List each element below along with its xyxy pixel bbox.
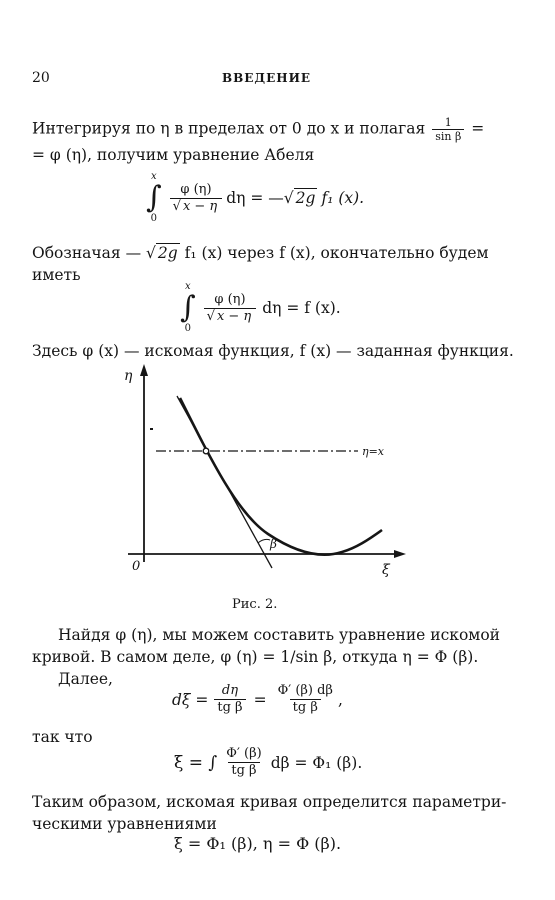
- integral-sign: x ∫ 0: [146, 171, 162, 224]
- eq1-rhs-root: √ 2g: [283, 189, 316, 207]
- lower-limit: 0: [184, 323, 191, 334]
- eq3-frac1: [214, 683, 245, 716]
- para1-line1: [32, 116, 484, 143]
- upper-limit: x: [185, 281, 191, 292]
- eq3-frac1-num: dη: [221, 683, 239, 698]
- eq4-frac-num: Φ′ (β): [226, 746, 262, 761]
- integrand-fraction: [204, 292, 257, 325]
- equation-dxi: [172, 683, 343, 716]
- y-axis-label: η: [124, 368, 133, 384]
- eq1-rest: dη = —: [226, 189, 284, 207]
- running-title: ВВЕДЕНИЕ: [222, 71, 312, 85]
- angle-arc: [258, 539, 270, 543]
- para5: так что: [32, 728, 93, 746]
- integrand-num: φ (η): [214, 291, 246, 307]
- integrand-fraction: [170, 182, 223, 215]
- para4-line1: Найдя φ (η), мы можем составить уравнение искомой: [58, 626, 501, 644]
- frac-num: 1: [444, 116, 452, 129]
- para2-line2: иметь: [32, 266, 81, 284]
- equation-abel: [146, 172, 364, 224]
- eq3-end: ,: [337, 690, 343, 709]
- integral-sign: x ∫ 0: [180, 281, 196, 334]
- eq3-frac2-den: tg β: [290, 699, 321, 716]
- contact-point: [203, 448, 209, 454]
- lower-limit: 0: [150, 213, 157, 224]
- para2-line1: [32, 244, 489, 262]
- origin-label: 0: [132, 559, 141, 574]
- one-over-sin-beta: [432, 116, 464, 143]
- x-axis-label: ξ: [382, 562, 390, 578]
- page-number: 20: [32, 70, 50, 86]
- x-axis-arrow: [394, 550, 406, 558]
- axis-tick-mark: [150, 428, 153, 430]
- eq3-lhs: dξ =: [172, 690, 209, 709]
- equation-parametric: ξ = Φ₁ (β), η = Φ (β).: [174, 834, 342, 853]
- upper-limit: x: [151, 171, 157, 182]
- sought-curve: [180, 398, 382, 555]
- eq4-lhs: ξ = ∫: [174, 752, 218, 773]
- para2-line1-text: Обозначая —: [32, 244, 142, 262]
- equation-abel-final: [180, 282, 341, 334]
- beta-angle-label: β: [270, 537, 277, 551]
- para1-line2: = φ (η), получим уравнение Абеля: [32, 146, 315, 164]
- integrand-num: φ (η): [180, 181, 212, 197]
- para3: Здесь φ (x) — искомая функция, f (x) — заданная функция.: [32, 342, 514, 360]
- frac-den: sin β: [432, 129, 464, 143]
- para2-line1-tail: f₁ (x) через f (x), окончательно будем: [184, 244, 489, 262]
- figure-2: [120, 362, 410, 582]
- equation-xi: [174, 746, 362, 779]
- para2-root: √ 2g: [146, 244, 178, 262]
- para1-line1-text: Интегрируя по η в пределах от 0 до x и полагая: [32, 119, 426, 138]
- para6-line1: Таким образом, искомая кривая определится параметри-: [32, 793, 507, 811]
- eta-equals-x-label: η=x: [362, 445, 385, 458]
- para4-line3: Далее,: [58, 670, 113, 688]
- eq4-rest: dβ = Φ₁ (β).: [270, 753, 363, 772]
- eq1-rhs-tail: f₁ (x).: [321, 189, 365, 207]
- eq4-frac: [223, 746, 264, 779]
- y-axis-arrow: [140, 364, 148, 376]
- eq3-frac2: [275, 683, 336, 716]
- eq4-frac-den: tg β: [228, 762, 259, 779]
- eq3-equals: =: [253, 690, 267, 709]
- para4-line2: кривой. В самом деле, φ (η) = 1/sin β, откуда η = Φ (β).: [32, 648, 479, 666]
- eq3-frac1-den: tg β: [214, 699, 245, 716]
- para6-line2: ческими уравнениями: [32, 815, 217, 833]
- eq3-frac2-num: Φ′ (β) dβ: [277, 683, 333, 698]
- integrand-den: √ x − η: [204, 308, 257, 325]
- para1-line1-end: =: [471, 119, 485, 138]
- integrand-den: √ x − η: [170, 198, 223, 215]
- eq2-rest: dη = f (x).: [262, 299, 341, 317]
- figure-caption: Рис. 2.: [232, 597, 278, 612]
